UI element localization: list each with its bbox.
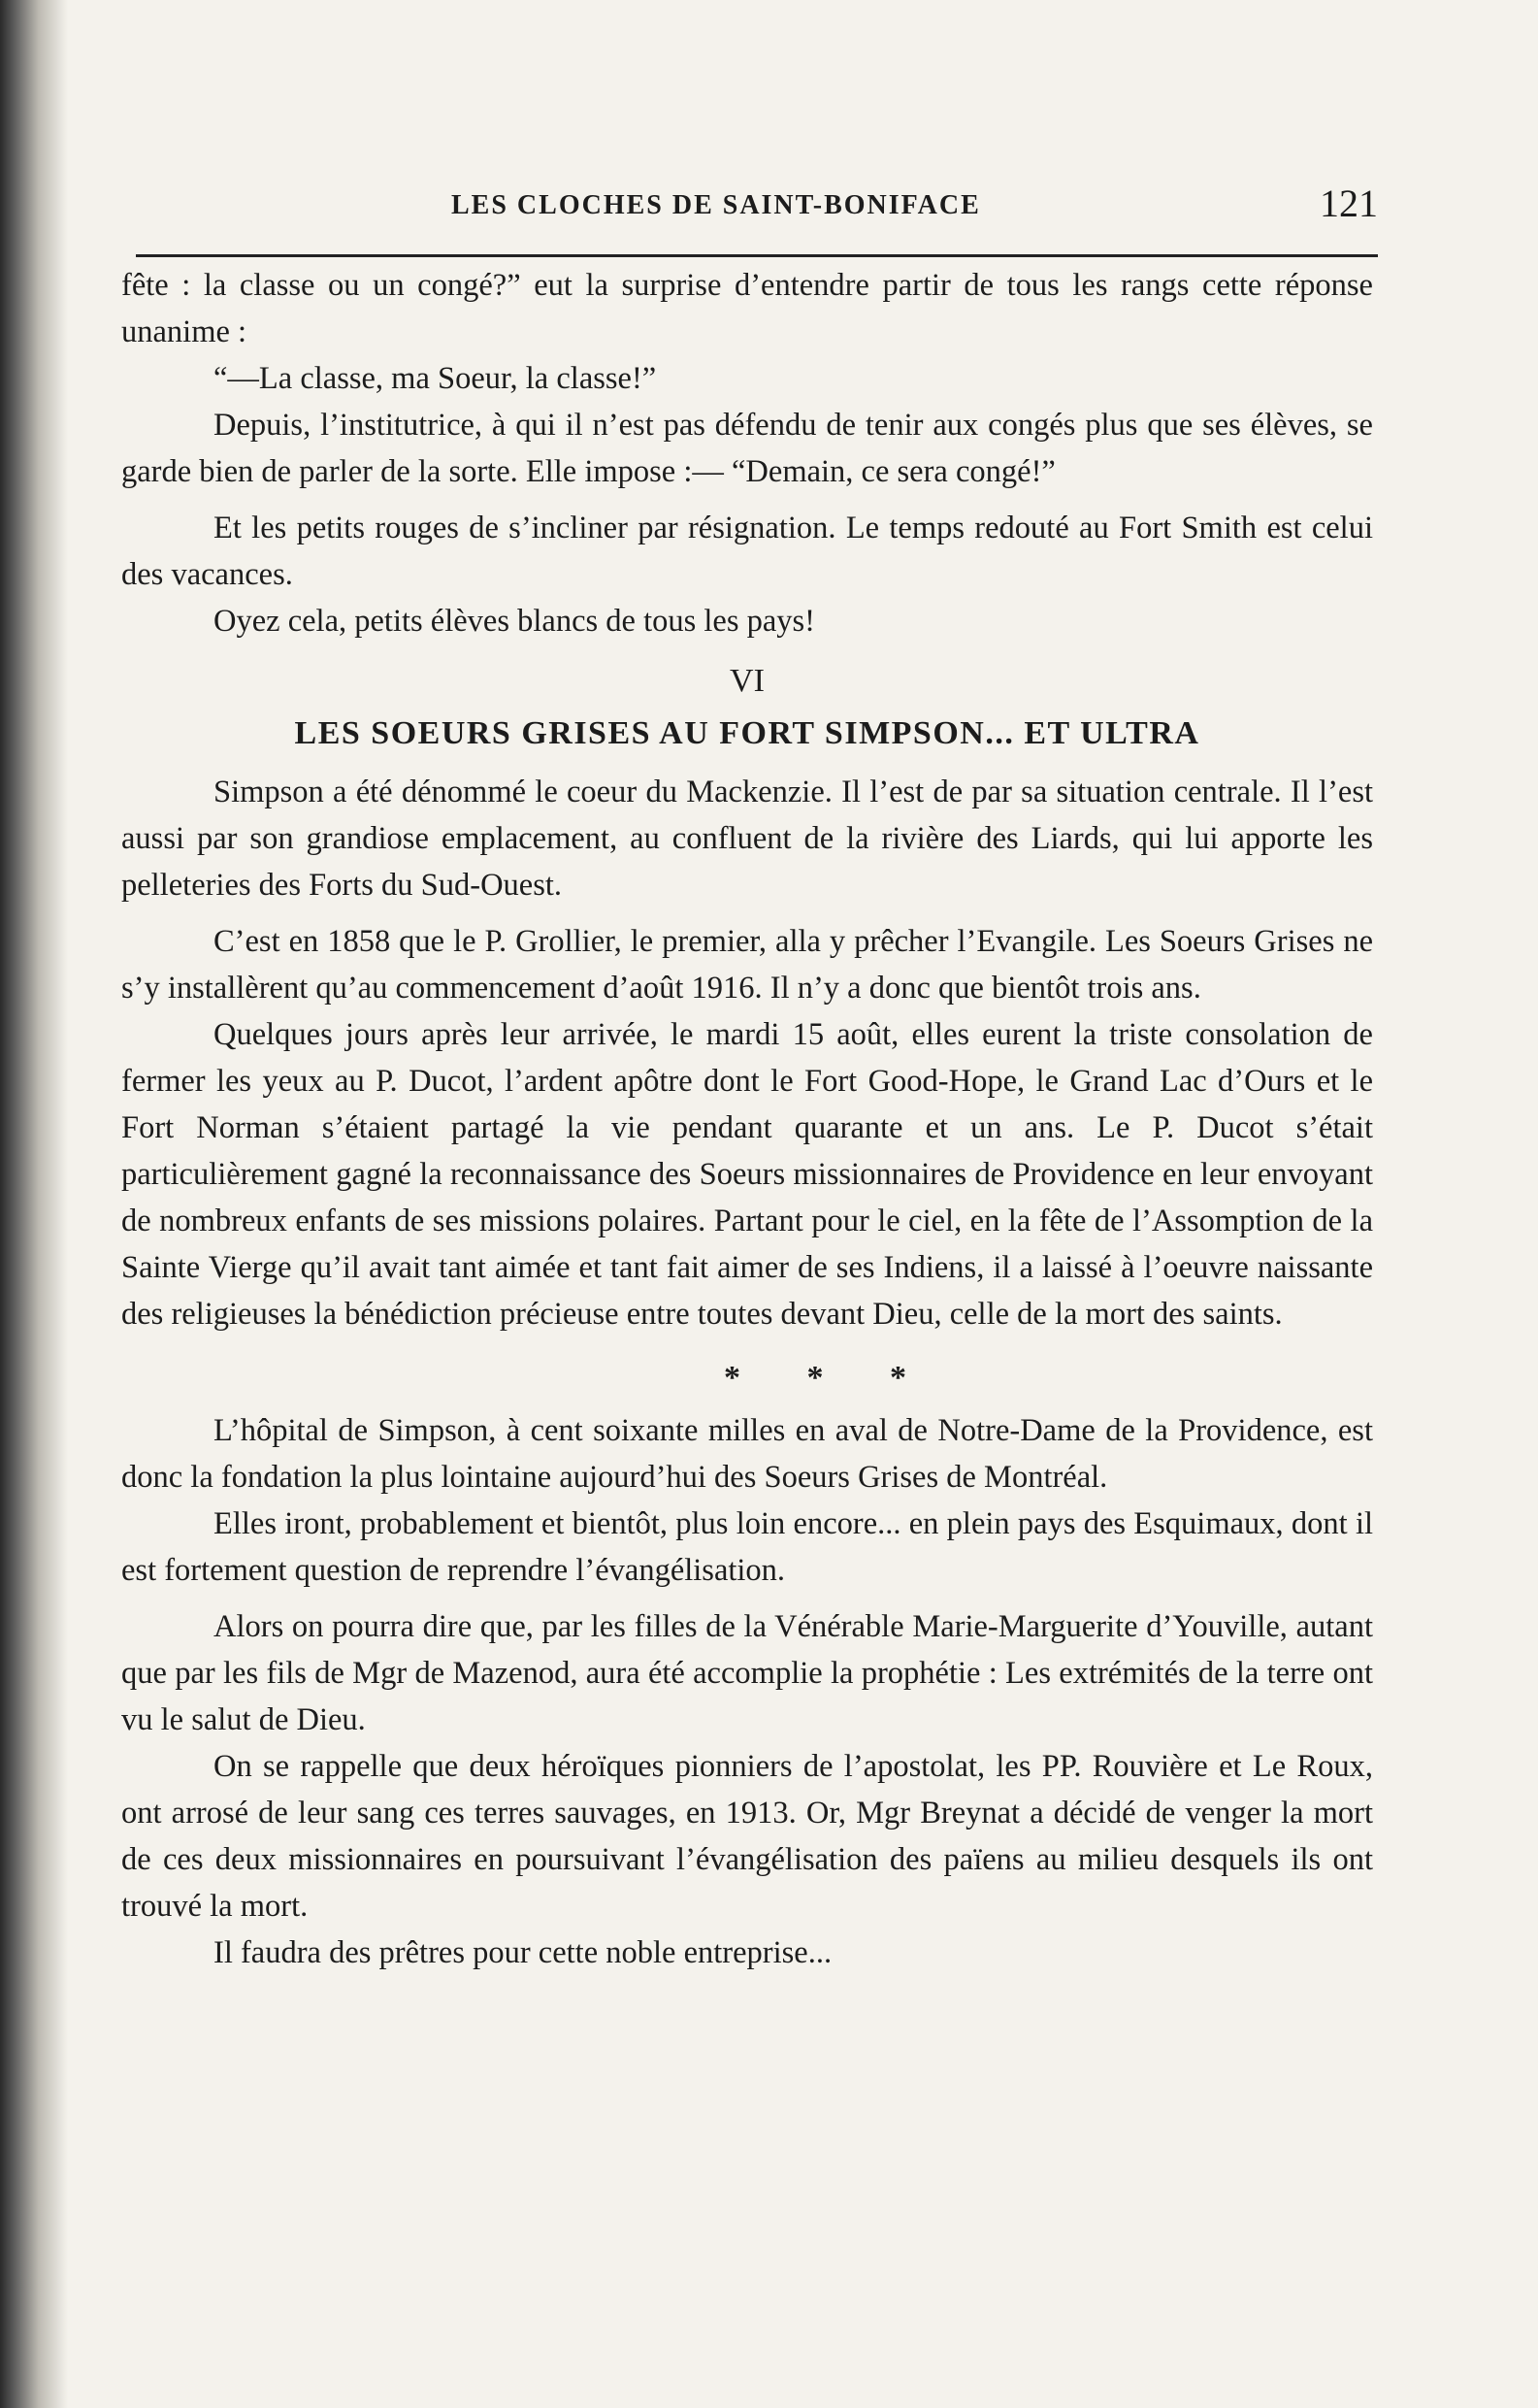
paragraph: Et les petits rouges de s’incliner par résignation. Le temps redouté au Fort Smith est celui des vacances. (121, 511, 1373, 592)
page-number: 121 (1320, 181, 1378, 225)
header-rule (136, 254, 1378, 257)
paragraph: On se rappelle que deux héroïques pionniers de l’apostolat, les PP. Rouvière et Le Roux, ont arrosé de leur sang ces terres sauvages, en 1913. Or, Mgr Breynat a décidé de venger la mort de ces deux missionnaires en poursuivant l’évangélisation des païens au milieu desquels ils ont trouvé la mort. (121, 1749, 1373, 1924)
section-title: LES SOEURS GRISES AU FORT SIMPSON... ET ULTRA (294, 715, 1200, 751)
body-text (121, 262, 1373, 1976)
paragraph: fête : la classe ou un congé?” eut la surprise d’entendre partir de tous les rangs cette réponse unanime : (121, 268, 1373, 349)
binding-shadow (0, 0, 68, 2408)
paragraph: “—La classe, ma Soeur, la classe!” (213, 361, 657, 396)
paragraph: Simpson a été dénommé le coeur du Mackenzie. Il l’est de par sa situation centrale. Il l’est aussi par son grandiose emplacement, au confluent de la rivière des Liards, qui lui apporte les pelleteries des Forts du Sud-Ouest. (121, 775, 1373, 903)
running-title: LES CLOCHES DE SAINT-BONIFACE (451, 190, 981, 220)
paragraph: C’est en 1858 que le P. Grollier, le premier, alla y prêcher l’Evangile. Les Soeurs Grises ne s’y installèrent qu’au commencement d’août 1916. Il n’y a donc que bientôt trois ans. (121, 924, 1373, 1006)
paragraph: Oyez cela, petits élèves blancs de tous les pays! (213, 604, 815, 639)
paragraph: Elles iront, probablement et bientôt, plus loin encore... en plein pays des Esquimaux, dont il est fortement question de reprendre l’évangélisation. (121, 1506, 1373, 1588)
page-header (136, 181, 1378, 248)
paragraph: Depuis, l’institutrice, à qui il n’est pas défendu de tenir aux congés plus que ses élèves, se garde bien de parler de la sorte. Elle impose :— “Demain, ce sera congé!” (121, 408, 1373, 489)
paragraph: Alors on pourra dire que, par les filles de la Vénérable Marie-Marguerite d’Youville, autant que par les fils de Mgr de Mazenod, aura été accomplie la prophétie : Les extrémités de la terre ont vu le salut de Dieu. (121, 1609, 1373, 1737)
section-separator: * * * (724, 1360, 935, 1396)
paragraph: Il faudra des prêtres pour cette noble entreprise... (213, 1935, 833, 1970)
section-number: VI (730, 663, 765, 699)
paragraph: L’hôpital de Simpson, à cent soixante milles en aval de Notre-Dame de la Providence, est donc la fondation la plus lointaine aujourd’hui des Soeurs Grises de Montréal. (121, 1413, 1373, 1495)
paragraph: Quelques jours après leur arrivée, le mardi 15 août, elles eurent la triste consolation de fermer les yeux au P. Ducot, l’ardent apôtre dont le Fort Good-Hope, le Grand Lac d’Ours et le Fort Norman s’étaient partagé la vie pendant quarante et un ans. Le P. Ducot s’était particulièrement gagné la reconnaissance des Soeurs missionnaires de Providence en leur envoyant de nombreux enfants de ses missions polaires. Partant pour le ciel, en la fête de l’Assomption de la Sainte Vierge qu’il avait tant aimée et tant fait aimer de ses Indiens, il a laissé à l’oeuvre naissante des religieuses la bénédiction précieuse entre toutes devant Dieu, celle de la mort des saints. (121, 1017, 1373, 1332)
